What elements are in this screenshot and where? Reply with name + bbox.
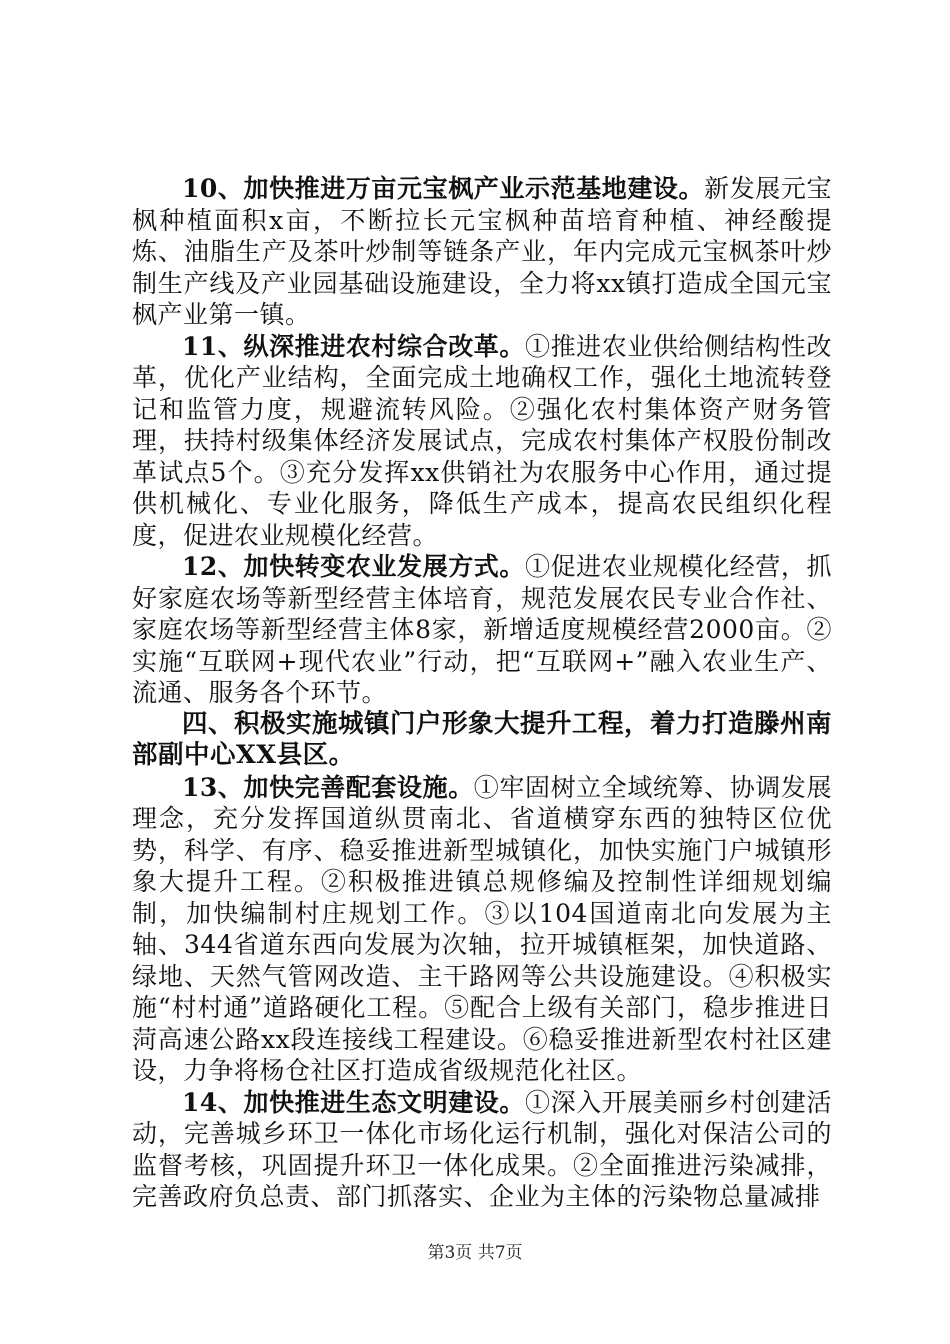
section-heading: 四、积极实施城镇门户形象大提升工程，着力打造滕州南部副中心XX县区。 xyxy=(132,708,833,770)
paragraph-14 xyxy=(132,1087,832,1213)
paragraph-text: ①深入开展美丽乡村创建活动，完善城乡环卫一体化市场化运行机制，强化对保洁公司的监督考核，巩固提升环卫一体化成果。②全面推进污染减排，完善政府负总责、部门抓落实、企业为主体的污染物总量减排 xyxy=(132,1087,832,1211)
paragraph-text: ①推进农业供给侧结构性改革，优化产业结构，全面完成土地确权工作，强化土地流转登记和监管力度，规避流转风险。②强化农村集体资产财务管理，扶持村级集体经济发展试点，完成农村集体产权股份制改革试点5个。③充分发挥xx供销社为农服务中心作用，通过提供机械化、专业化服务，降低生产成本，提高农民组织化程度，促进农业规模化经营。 xyxy=(132,331,832,550)
paragraph-text: ①促进农业规模化经营，抓好家庭农场等新型经营主体培育，规范发展农民专业合作社、家庭农场等新型经营主体8家，新增适度规模经营2000亩。②实施“互联网+现代农业”行动，把“互联网+”融入农业生产、流通、服务各个环节。 xyxy=(132,552,832,707)
paragraph-lead: 14、加快推进生态文明建设。 xyxy=(182,1087,525,1117)
paragraph-lead: 12、加快转变农业发展方式。 xyxy=(182,552,525,581)
paragraph-text: ①牢固树立全域统筹、协调发展理念，充分发挥国道纵贯南北、省道横穿东西的独特区位优势，科学、有序、稳妥推进新型城镇化，加快实施门户城镇形象大提升工程。②积极推进镇总规修编及控制性详细规划编制，加快编制村庄规划工作。③以104国道南北向发展为主轴、344省道东西向发展为次轴，拉开城镇框架，加快道路、绿地、天然气管网改造、主干路网等公共设施建设。④积极实施“村村通”道路硬化工程。⑤配合上级有关部门，稳步推进日菏高速公路xx段连接线工程建设。⑥稳妥推进新型农村社区建设，力争将杨仓社区打造成省级规范化社区。 xyxy=(132,772,832,1085)
paragraph-10 xyxy=(132,173,832,331)
page-number-footer: 第3页 共7页 xyxy=(427,1243,523,1263)
document-body xyxy=(132,173,832,1213)
paragraph-12 xyxy=(132,551,832,709)
paragraph-13 xyxy=(132,772,832,1087)
paragraph-11 xyxy=(132,331,832,552)
paragraph-text: 新发展元宝枫种植面积x亩，不断拉长元宝枫种苗培育种植、神经酸提炼、油脂生产及茶叶炒制等链条产业，年内完成元宝枫茶叶炒制生产线及产业园基础设施建设，全力将xx镇打造成全国元宝枫产业第一镇。 xyxy=(132,174,832,329)
paragraph-lead: 11、纵深推进农村综合改革。 xyxy=(182,331,525,361)
paragraph-lead: 10、加快推进万亩元宝枫产业示范基地建设。 xyxy=(182,174,705,203)
paragraph-lead: 13、加快完善配套设施。 xyxy=(182,772,474,802)
